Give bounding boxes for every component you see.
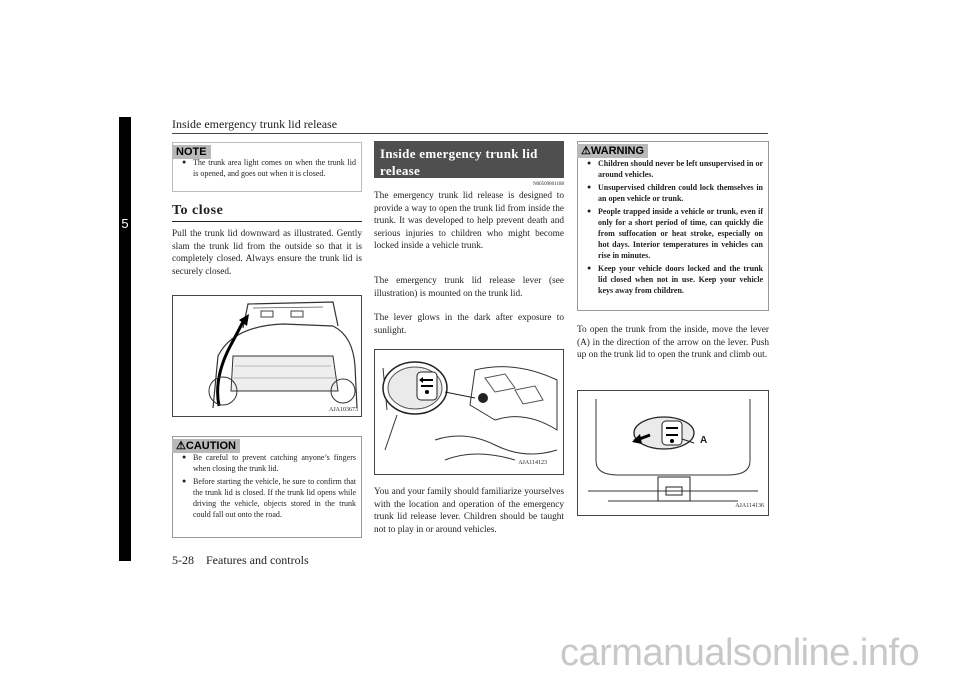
section-paragraph-3: The lever glows in the dark after exposure to sunlight. bbox=[374, 313, 564, 336]
page-number: 5-28 bbox=[172, 553, 194, 567]
to-close-heading: To close bbox=[172, 203, 224, 218]
note-box bbox=[172, 142, 362, 192]
warning-icon: ⚠ bbox=[581, 145, 591, 157]
note-item: ● The trunk area light comes on when the trunk lid is opened, and goes out when it is closed. bbox=[177, 157, 356, 179]
warning-item: ● Keep your vehicle doors locked and the trunk lid closed when not in use. Keep your vehicle keys away from children. bbox=[582, 263, 763, 296]
lever-location-illustration bbox=[375, 350, 563, 474]
section-code: N00509801188 bbox=[533, 182, 564, 187]
figure2-label: AJA114123 bbox=[518, 460, 547, 466]
warning-item: ● Children should never be left unsupervised in or around vehicles. bbox=[582, 158, 763, 180]
chapter-tab bbox=[119, 117, 131, 561]
note-label: NOTE bbox=[172, 145, 211, 159]
release-lever-figure bbox=[374, 349, 564, 475]
figure3-label: AJA114136 bbox=[735, 503, 764, 509]
open-from-inside-paragraph: To open the trunk from the inside, move the lever (A) in the direction of the arrow on the lever. Push up on the trunk lid to open the trunk and climb out. bbox=[577, 325, 769, 361]
lever-arrow-illustration bbox=[578, 391, 768, 515]
trunk-closing-figure bbox=[172, 295, 362, 417]
footer-section: Features and controls bbox=[206, 553, 309, 567]
page-header-title: Inside emergency trunk lid release bbox=[172, 117, 338, 131]
section-paragraph-2: The emergency trunk lid release lever (see illustration) is mounted on the trunk lid. bbox=[374, 276, 564, 299]
chapter-number: 5 bbox=[121, 216, 129, 231]
figure1-label: AJA103673 bbox=[328, 407, 358, 413]
caution-icon: ⚠ bbox=[176, 440, 186, 452]
header-rule bbox=[172, 133, 768, 134]
warning-label: ⚠WARNING bbox=[577, 144, 648, 158]
figure3-callout-a: A bbox=[700, 435, 708, 446]
warning-item: ● Unsupervised children could lock themselves in an open vehicle or trunk. bbox=[582, 182, 763, 204]
section-paragraph-1: The emergency trunk lid release is designed to provide a way to open the trunk lid from inside the trunk. It was developed to help prevent death and serious injuries to children who might become locked inside a vehicle trunk. bbox=[374, 191, 564, 252]
section-heading: Inside emergency trunk lid release bbox=[374, 141, 564, 178]
section-paragraph-4: You and your family should familiarize yourselves with the location and operation of the emergency trunk lid release lever. Children should be taught not to play in or around vehicles. bbox=[374, 487, 564, 535]
watermark: carmanualsonline.info bbox=[560, 632, 920, 674]
warning-box bbox=[577, 141, 769, 311]
page-footer bbox=[172, 553, 309, 568]
caution-item: ● Before starting the vehicle, be sure to confirm that the trunk lid is closed. If the trunk lid opens while driving the vehicle, objects stored in the trunk could fall out onto the road. bbox=[177, 476, 356, 520]
caution-label: ⚠CAUTION bbox=[172, 439, 240, 453]
warning-item: ● People trapped inside a vehicle or trunk, even if only for a short period of time, can quickly die from suffocation or heat stroke, especially on hot days. Interior temperatures in vehicles can rise in minutes. bbox=[582, 206, 763, 261]
to-close-heading-block bbox=[172, 203, 362, 222]
to-close-body: Pull the trunk lid downward as illustrated. Gently slam the trunk lid from the outside so that it is completely closed. Always ensure the trunk lid is securely closed. bbox=[172, 229, 362, 277]
trunk-open-illustration bbox=[173, 296, 361, 416]
lever-operation-figure bbox=[577, 390, 769, 516]
caution-item: ● Be careful to prevent catching anyone’s fingers when closing the trunk lid. bbox=[177, 452, 356, 474]
caution-box bbox=[172, 436, 362, 538]
